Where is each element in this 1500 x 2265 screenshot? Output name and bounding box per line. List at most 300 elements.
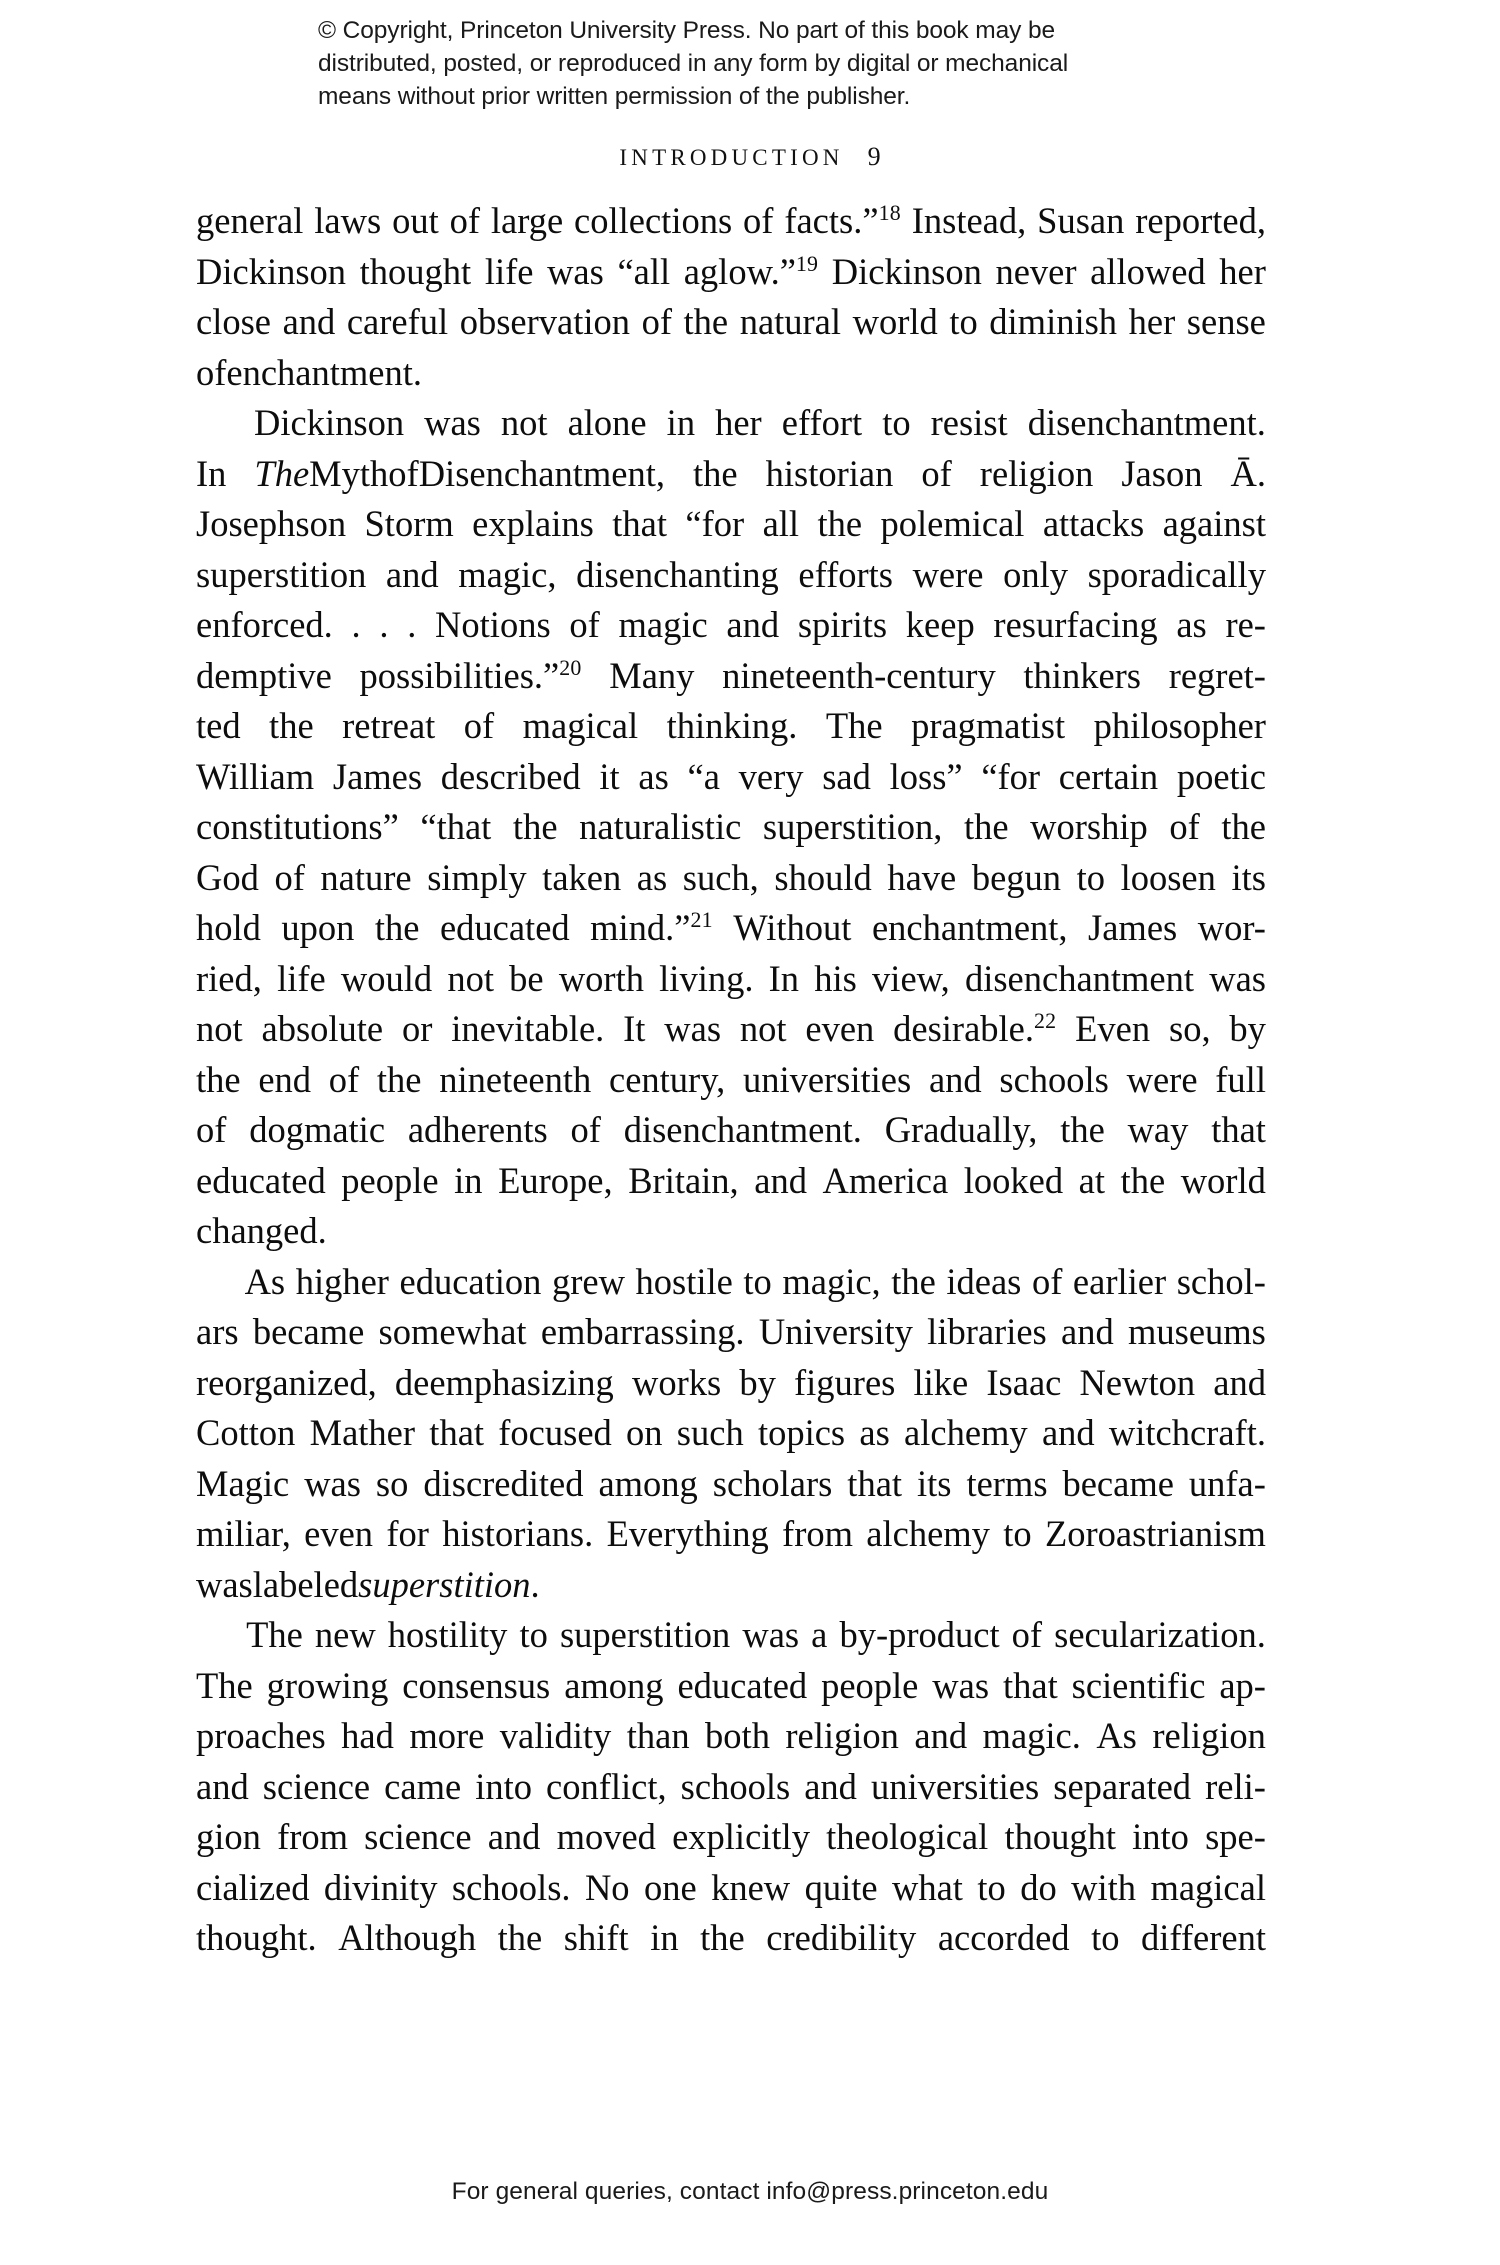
word: magic. [982, 1715, 1081, 1756]
word: “for [981, 755, 1041, 797]
word: Dickinson [196, 250, 347, 292]
word: constitutions” [196, 806, 399, 847]
word: Dickinson [831, 250, 982, 292]
word: to [949, 301, 978, 342]
word: against [1162, 503, 1266, 544]
word: and [1213, 1361, 1266, 1403]
text-line [196, 1055, 1266, 1106]
word: somewhat [378, 1311, 527, 1352]
text-line [196, 247, 1266, 298]
word: full [1215, 1058, 1266, 1100]
word: schools. [451, 1866, 571, 1908]
word: “for [685, 503, 745, 544]
page-number: 9 [867, 142, 881, 171]
word: of [196, 1109, 227, 1150]
paragraph [196, 398, 1266, 1257]
word: new [314, 1614, 376, 1655]
text-line [196, 1863, 1266, 1914]
word: schools [999, 1058, 1109, 1100]
word: alone [567, 402, 647, 443]
word: explicitly [672, 1816, 810, 1857]
word: the [376, 1058, 422, 1100]
word: aglow.”$^{19}$ [683, 250, 819, 292]
word: discredited [423, 1462, 584, 1504]
word: as [859, 1412, 890, 1453]
word: such, [682, 856, 759, 898]
word: nature [320, 856, 412, 898]
word: resist [930, 402, 1008, 443]
paragraph [196, 1257, 1266, 1611]
word: naturalistic [579, 806, 742, 847]
word: and [726, 604, 780, 645]
word: by [739, 1361, 776, 1403]
word: thought [1004, 1816, 1116, 1857]
word: It [623, 1008, 646, 1049]
word: both [705, 1715, 770, 1756]
word: the [374, 907, 420, 948]
word: Isaac [986, 1361, 1062, 1403]
word: magic, [458, 553, 557, 595]
word: general [196, 200, 304, 241]
word: of [388, 452, 419, 494]
word: James [332, 755, 423, 797]
word: or [401, 1008, 433, 1049]
word: have [887, 856, 957, 898]
word: facts.”$^{18}$ [784, 199, 901, 241]
word: his [814, 957, 857, 999]
word: begun [971, 856, 1062, 898]
word: looked [963, 1159, 1064, 1201]
running-head-title: INTRODUCTION [619, 145, 844, 170]
word: Britain, [628, 1159, 739, 1201]
word: was [424, 402, 481, 443]
word: upon [281, 907, 355, 948]
word: loosen [1120, 856, 1216, 898]
word: pragmatist [911, 705, 1066, 746]
word: educated [677, 1664, 808, 1706]
word: of [921, 452, 952, 494]
word: Without [733, 907, 852, 948]
body-text [196, 196, 1266, 1964]
footnote-marker: 19 [795, 250, 819, 276]
word: God [196, 856, 259, 898]
word: topics [757, 1412, 846, 1453]
word: religion [979, 452, 1094, 494]
word: world [852, 301, 938, 342]
word: thinkers [1023, 654, 1141, 696]
word: enchantment, [871, 907, 1068, 948]
word: In [768, 957, 800, 999]
word: that [429, 1412, 485, 1453]
word: her [715, 402, 762, 443]
word: scientific [1071, 1664, 1206, 1706]
word: natural [739, 301, 842, 342]
word: as [638, 755, 669, 797]
word: people [341, 1159, 439, 1201]
text-line [196, 1206, 1266, 1257]
text-line [196, 1257, 1266, 1308]
word: the [1060, 1109, 1105, 1150]
word: Ā. [1230, 452, 1266, 494]
word: had [341, 1715, 394, 1756]
word: educated [439, 907, 570, 948]
word: superstition [196, 553, 367, 595]
word: growing [266, 1664, 389, 1706]
word: way [1127, 1109, 1189, 1150]
word: resurfacing [993, 604, 1158, 645]
word: not [500, 402, 548, 443]
footnote-marker: 18 [878, 199, 901, 225]
word: gion [196, 1816, 261, 1857]
word: focused [498, 1412, 612, 1453]
word: schol- [1176, 1260, 1266, 1302]
word: living. [659, 957, 754, 999]
word: and [1041, 1412, 1095, 1453]
text-line [196, 1610, 1266, 1661]
word: superstition, [762, 806, 943, 847]
word: The [825, 705, 883, 746]
word: Europe, [498, 1159, 613, 1201]
word: loss” [889, 755, 963, 797]
text-line [196, 1408, 1266, 1459]
word: re- [1225, 604, 1266, 645]
word: the [693, 452, 738, 494]
word: sense [1186, 301, 1266, 342]
copyright-notice [318, 14, 1178, 113]
word: laws [314, 200, 382, 241]
word: into [475, 1765, 532, 1807]
text-line [196, 550, 1266, 601]
word: described [440, 755, 581, 797]
word: religion [1152, 1715, 1266, 1756]
word: Jason [1121, 452, 1203, 494]
word: that [847, 1462, 903, 1504]
text-line [196, 701, 1266, 752]
word: of [1031, 1260, 1063, 1302]
word: came [384, 1765, 462, 1807]
word: was [304, 1462, 361, 1504]
word: in [666, 402, 696, 443]
word: from [277, 1816, 349, 1857]
word: disenchantment [964, 957, 1195, 999]
word: of [1169, 806, 1200, 847]
text-line [196, 1560, 1266, 1611]
text-line [196, 600, 1266, 651]
word: of [196, 351, 227, 393]
word: life [484, 250, 534, 292]
word: credibility [766, 1917, 917, 1958]
word: Myth [309, 452, 389, 494]
word: the [196, 1058, 241, 1100]
word: of [1011, 1614, 1043, 1655]
word: earlier [1072, 1260, 1167, 1302]
word: large [490, 200, 564, 241]
text-line [196, 853, 1266, 904]
word: even [304, 1513, 374, 1554]
word: validity [499, 1715, 612, 1756]
word: Dickinson [254, 402, 405, 443]
word: was [932, 1664, 990, 1706]
word: nineteenth-century [722, 654, 996, 696]
word: terms [966, 1462, 1048, 1504]
word: was [742, 1614, 800, 1655]
text-line [196, 1358, 1266, 1409]
word: superstition [559, 1614, 731, 1655]
word: the [817, 503, 863, 544]
text-line [196, 903, 1266, 954]
word: observation [459, 301, 630, 342]
word: it [599, 755, 620, 797]
word: universities [742, 1058, 912, 1100]
text-line [196, 1307, 1266, 1358]
word: even [805, 1008, 875, 1049]
word: that [612, 503, 667, 544]
word: mind.”$^{21}$ [590, 906, 713, 948]
word: its [1231, 856, 1266, 898]
word: not [739, 1008, 787, 1049]
word: disenchanting [576, 553, 779, 595]
word: worship [1030, 806, 1148, 847]
word: knew [711, 1866, 791, 1908]
word: labeled [252, 1563, 359, 1605]
text-line [196, 348, 1266, 399]
word: reli- [1205, 1765, 1266, 1807]
word: magic, [782, 1260, 881, 1302]
text-line [196, 499, 1266, 550]
word: religion [785, 1715, 899, 1756]
word: to [519, 1614, 548, 1655]
word: absolute [261, 1008, 384, 1049]
word: worth [558, 957, 644, 999]
word: divinity [323, 1866, 438, 1908]
word: hostile [635, 1260, 733, 1302]
word: education [399, 1260, 542, 1302]
copyright-line: © Copyright, Princeton University Press. No part of this book may be [318, 17, 1056, 44]
word: Magic [196, 1462, 290, 1504]
word: unfa- [1188, 1462, 1266, 1504]
word: ap- [1219, 1664, 1266, 1706]
word: so, [1168, 1008, 1211, 1049]
text-line [196, 1459, 1266, 1510]
word: Storm [364, 503, 454, 544]
word: As [1096, 1715, 1137, 1756]
word: conflict, [546, 1765, 667, 1807]
word: be [509, 957, 544, 999]
word: sad [822, 755, 871, 797]
word: to [882, 402, 911, 443]
word: of [449, 200, 480, 241]
word: historian [765, 452, 894, 494]
word: shift [563, 1917, 629, 1958]
word: regret- [1168, 654, 1266, 696]
copyright-line: means without prior written permission of the publisher. [318, 83, 911, 110]
word: retreat [342, 705, 436, 746]
word: No [584, 1866, 630, 1908]
word: hold [196, 907, 261, 948]
word: consensus [402, 1664, 551, 1706]
word: proaches [196, 1715, 326, 1756]
word: her [1219, 250, 1266, 292]
word: libraries [927, 1311, 1047, 1352]
word: nineteenth [439, 1058, 592, 1100]
word: thought [359, 250, 472, 292]
word: keep [905, 604, 975, 645]
word: simply [427, 856, 527, 898]
word: desirable.$^{22}$ [893, 1007, 1057, 1049]
word: were [1126, 1058, 1198, 1100]
word: effort [781, 402, 863, 443]
text-line [196, 1509, 1266, 1560]
word: theological [826, 1816, 989, 1857]
word: philosopher [1093, 705, 1266, 746]
word: into [1132, 1816, 1189, 1857]
text-line [196, 802, 1266, 853]
word: at [1078, 1159, 1105, 1201]
text-line [196, 1711, 1266, 1762]
word: demptive [196, 654, 332, 696]
word: the [497, 1917, 543, 1958]
word: reported, [1135, 200, 1266, 241]
word: University [758, 1311, 913, 1352]
word: historians. [442, 1513, 594, 1554]
word: explains [472, 503, 594, 544]
word: her [1128, 301, 1176, 342]
word: that [1211, 1109, 1266, 1150]
word: “a [687, 755, 720, 797]
word: as [636, 856, 668, 898]
word: disenchantment. [1027, 402, 1266, 443]
word: among [598, 1462, 698, 1504]
word: than [626, 1715, 690, 1756]
word: thinking. [666, 705, 798, 746]
word: its [916, 1462, 952, 1504]
word: magical [1150, 1866, 1266, 1908]
word: that [1002, 1664, 1058, 1706]
word: works [631, 1361, 722, 1403]
word: “that [420, 806, 492, 847]
word: do [1020, 1866, 1057, 1908]
word: deemphasizing [394, 1361, 614, 1403]
word: the [1221, 806, 1266, 847]
word: to [1091, 1917, 1120, 1958]
word: disenchantment. [623, 1109, 862, 1150]
word: grew [551, 1260, 625, 1302]
word: TheMythofDisenchantment, [254, 449, 665, 500]
word: end [258, 1058, 312, 1100]
word: universities [870, 1765, 1040, 1807]
word: reorganized, [196, 1361, 377, 1403]
copyright-line: distributed, posted, or reproduced in any form by digital or mechanical [318, 50, 1069, 77]
italic-text: The [254, 452, 310, 494]
word: and [1061, 1311, 1114, 1352]
word: was [547, 250, 604, 292]
word: spe- [1205, 1816, 1266, 1857]
word: schools [680, 1765, 791, 1807]
word: miliar, [196, 1513, 291, 1554]
word: The [246, 1614, 303, 1655]
word: the [963, 806, 1009, 847]
word: the [269, 705, 314, 746]
text-line [196, 297, 1266, 348]
word: The [196, 1664, 253, 1706]
word: enforced. [196, 604, 333, 645]
word: James [1088, 907, 1178, 948]
word: higher [295, 1260, 389, 1302]
word: Many [609, 654, 695, 696]
word: only [1003, 553, 1068, 595]
word: out [392, 200, 439, 241]
word: cialized [196, 1866, 310, 1908]
word: what [892, 1866, 963, 1908]
word: and [196, 1765, 249, 1807]
word: the [683, 301, 729, 342]
word: taken [542, 856, 622, 898]
word: and [385, 553, 439, 595]
word: changed. [196, 1210, 327, 1251]
word: science [262, 1765, 371, 1807]
word: magic [618, 604, 708, 645]
word: the [700, 1917, 745, 1958]
word: of [463, 705, 495, 746]
word: efforts [798, 553, 893, 595]
word: such [676, 1412, 744, 1453]
word: was [1209, 957, 1266, 999]
word: ted [196, 705, 241, 746]
word: from [782, 1513, 853, 1554]
word: one [643, 1866, 697, 1908]
word: people [821, 1664, 919, 1706]
word: As [244, 1260, 286, 1302]
word: never [995, 250, 1077, 292]
word: Gradually, [884, 1109, 1038, 1150]
word: certain [1058, 755, 1159, 797]
page-footer: For general queries, contact info@press.princeton.edu [451, 2178, 1049, 2205]
paragraph [196, 196, 1266, 398]
word: ars [196, 1311, 239, 1352]
word: science [364, 1816, 472, 1857]
text-line [196, 1105, 1266, 1156]
word: magical [522, 705, 639, 746]
word: were [912, 553, 984, 595]
text-line [196, 1661, 1266, 1712]
word: . [407, 604, 417, 645]
word: so [375, 1462, 409, 1504]
word: was [664, 1008, 722, 1049]
text-line [196, 196, 1266, 247]
word: with [1071, 1866, 1137, 1908]
text-line [196, 752, 1266, 803]
word: of [641, 301, 672, 342]
word: Notions [435, 604, 551, 645]
text-line [196, 1812, 1266, 1863]
word: to [1003, 1513, 1032, 1554]
word: Even [1075, 1008, 1151, 1049]
word: should [774, 856, 872, 898]
word: of [743, 200, 774, 241]
word: Although [338, 1917, 477, 1958]
word: alchemy [904, 1412, 1028, 1453]
word: attacks [1042, 503, 1145, 544]
word: for [386, 1513, 429, 1554]
word: Josephson [196, 503, 347, 544]
word: Newton [1079, 1361, 1196, 1403]
text-line [196, 1156, 1266, 1207]
word: world [1180, 1159, 1266, 1201]
word: very [738, 755, 804, 797]
text-line [196, 651, 1266, 702]
text-line [196, 954, 1266, 1005]
word: museums [1128, 1311, 1266, 1352]
